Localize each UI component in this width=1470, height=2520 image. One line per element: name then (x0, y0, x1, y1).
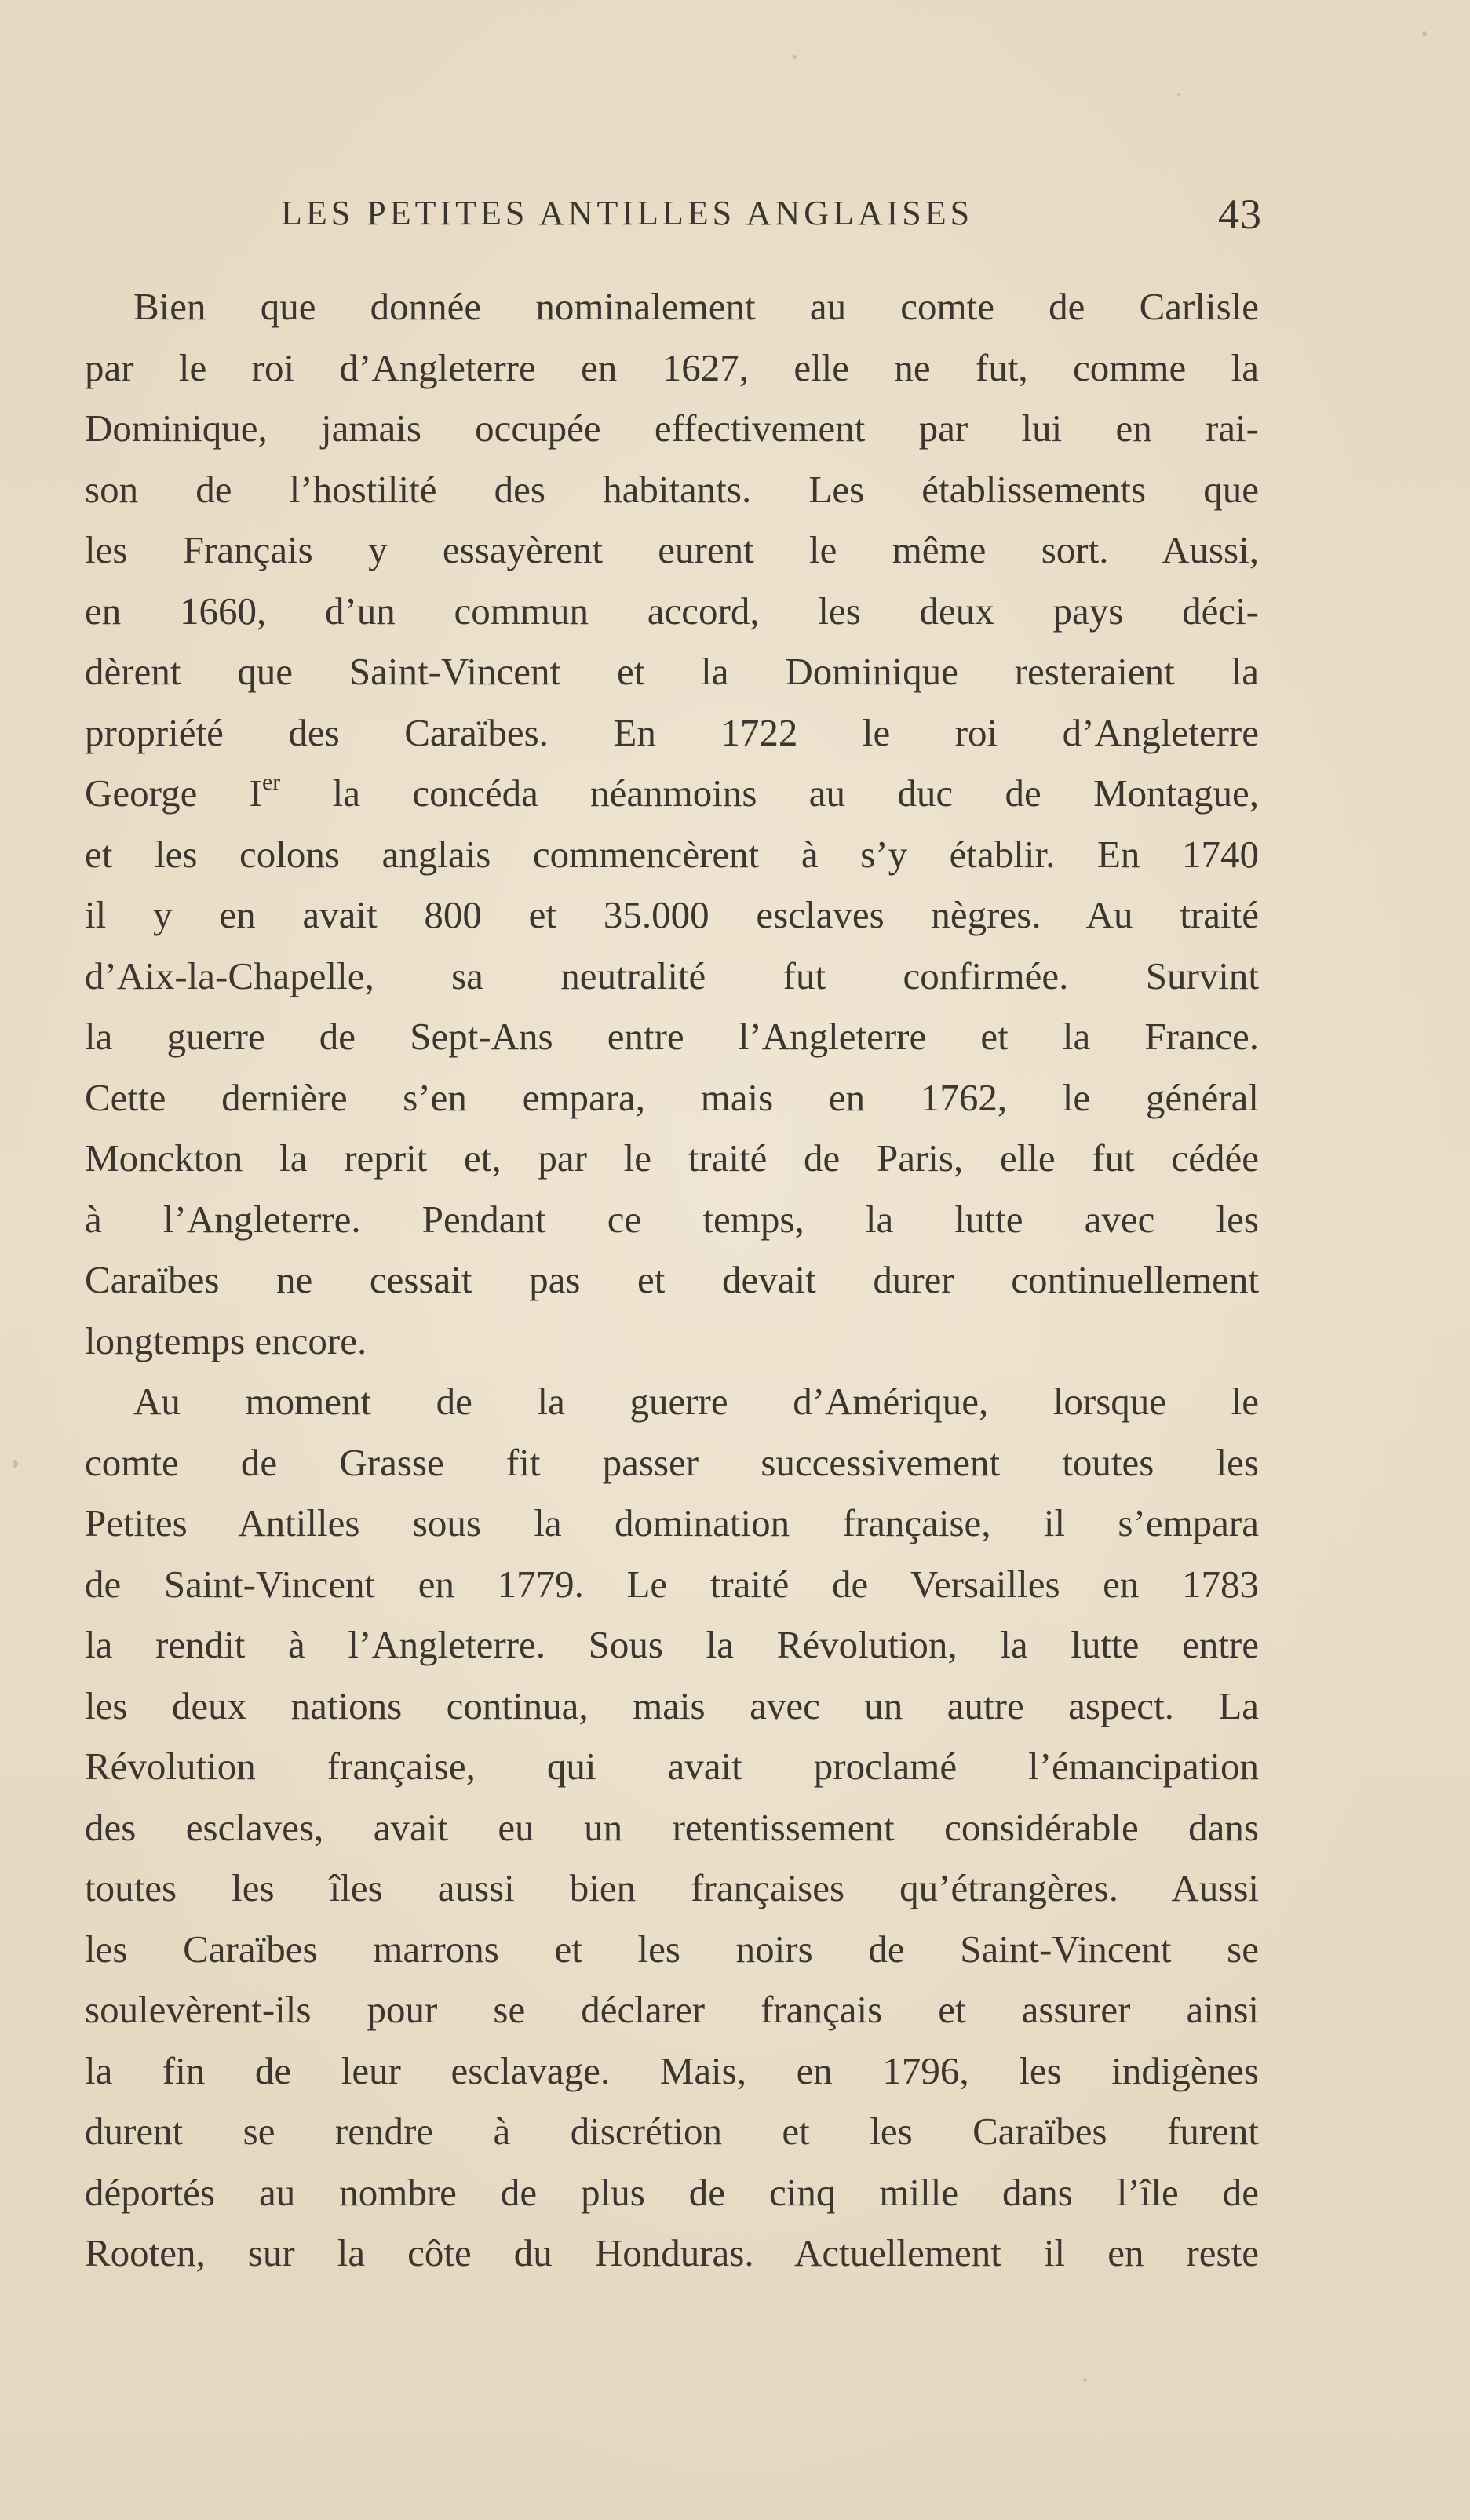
page-number: 43 (1218, 191, 1262, 238)
text-line (85, 763, 1259, 824)
text-line: son de l’hostilité des habitants. Les établissements que (85, 467, 1259, 511)
text-line: et les colons anglais commencèrent à s’y établir. En 1740 (85, 832, 1259, 876)
text-line: de Saint-Vincent en 1779. Le traité de Versailles en 1783 (85, 1562, 1259, 1606)
paper-speck (1422, 31, 1427, 36)
text-line: Monckton la reprit et, par le traité de Paris, elle fut cédée (85, 1136, 1259, 1180)
paper-speck (13, 1460, 18, 1468)
text-line: les Caraïbes marrons et les noirs de Saint-Vincent se (85, 1927, 1259, 1971)
running-title: LES PETITES ANTILLES ANGLAISES (281, 194, 974, 232)
text-line: en 1660, d’un commun accord, les deux pays déci- (85, 589, 1259, 633)
text-line: les deux nations continua, mais avec un autre aspect. La (85, 1683, 1259, 1727)
superscript-er: er (261, 768, 281, 795)
text-line: d’Aix-la-Chapelle, sa neutralité fut confirmée. Survint (85, 954, 1259, 997)
text-line: les Français y essayèrent eurent le même sort. Aussi, (85, 528, 1259, 571)
text-line: par le roi d’Angleterre en 1627, elle ne fut, comme la (85, 345, 1259, 389)
paper-speck (793, 55, 797, 59)
text-line: Petites Antilles sous la domination française, il s’empara (85, 1501, 1259, 1544)
text-line: à l’Angleterre. Pendant ce temps, la lutte avec les (85, 1197, 1259, 1241)
text-line: Cette dernière s’en empara, mais en 1762, le général (85, 1075, 1259, 1119)
text-line: longtemps encore. (85, 1318, 367, 1362)
text-fragment: la concéda néanmoins au duc de Montague, (280, 771, 1260, 815)
paper-speck (1177, 93, 1180, 96)
body-text (85, 276, 1259, 2284)
text-line: Au moment de la guerre d’Amérique, lorsque le (133, 1380, 1259, 1423)
running-header (281, 193, 1262, 248)
text-line: il y en avait 800 et 35.000 esclaves nègres. Au traité (85, 893, 1259, 936)
text-line: Dominique, jamais occupée effectivement par lui en rai- (85, 407, 1259, 450)
text-line: comte de Grasse fit passer successivement toutes les (85, 1440, 1259, 1484)
text-line: Bien que donnée nominalement au comte de Carlisle (133, 285, 1259, 328)
text-line: la fin de leur esclavage. Mais, en 1796, les indigènes (85, 2048, 1259, 2092)
text-line: des esclaves, avait eu un retentissement considérable dans (85, 1805, 1259, 1849)
text-line: propriété des Caraïbes. En 1722 le roi d’Angleterre (85, 710, 1259, 754)
text-line: Révolution française, qui avait proclamé l’émancipation (85, 1745, 1259, 1788)
text-line: durent se rendre à discrétion et les Caraïbes furent (85, 2110, 1259, 2153)
text-line: la guerre de Sept-Ans entre l’Angleterre et la France. (85, 1015, 1259, 1058)
text-line: Rooten, sur la côte du Honduras. Actuellement il en reste (85, 2231, 1259, 2274)
paper-speck (1083, 2378, 1087, 2382)
text-line: toutes les îles aussi bien françaises qu’étrangères. Aussi (85, 1866, 1259, 1909)
text-line: déportés au nombre de plus de cinq mille dans l’île de (85, 2170, 1259, 2214)
text-line: soulevèrent-ils pour se déclarer français et assurer ainsi (85, 1988, 1259, 2031)
text-line: dèrent que Saint-Vincent et la Dominique resteraient la (85, 650, 1259, 693)
text-line: la rendit à l’Angleterre. Sous la Révolution, la lutte entre (85, 1623, 1259, 1666)
text-fragment: George I (85, 771, 262, 815)
text-line: Caraïbes ne cessait pas et devait durer continuellement (85, 1258, 1259, 1301)
